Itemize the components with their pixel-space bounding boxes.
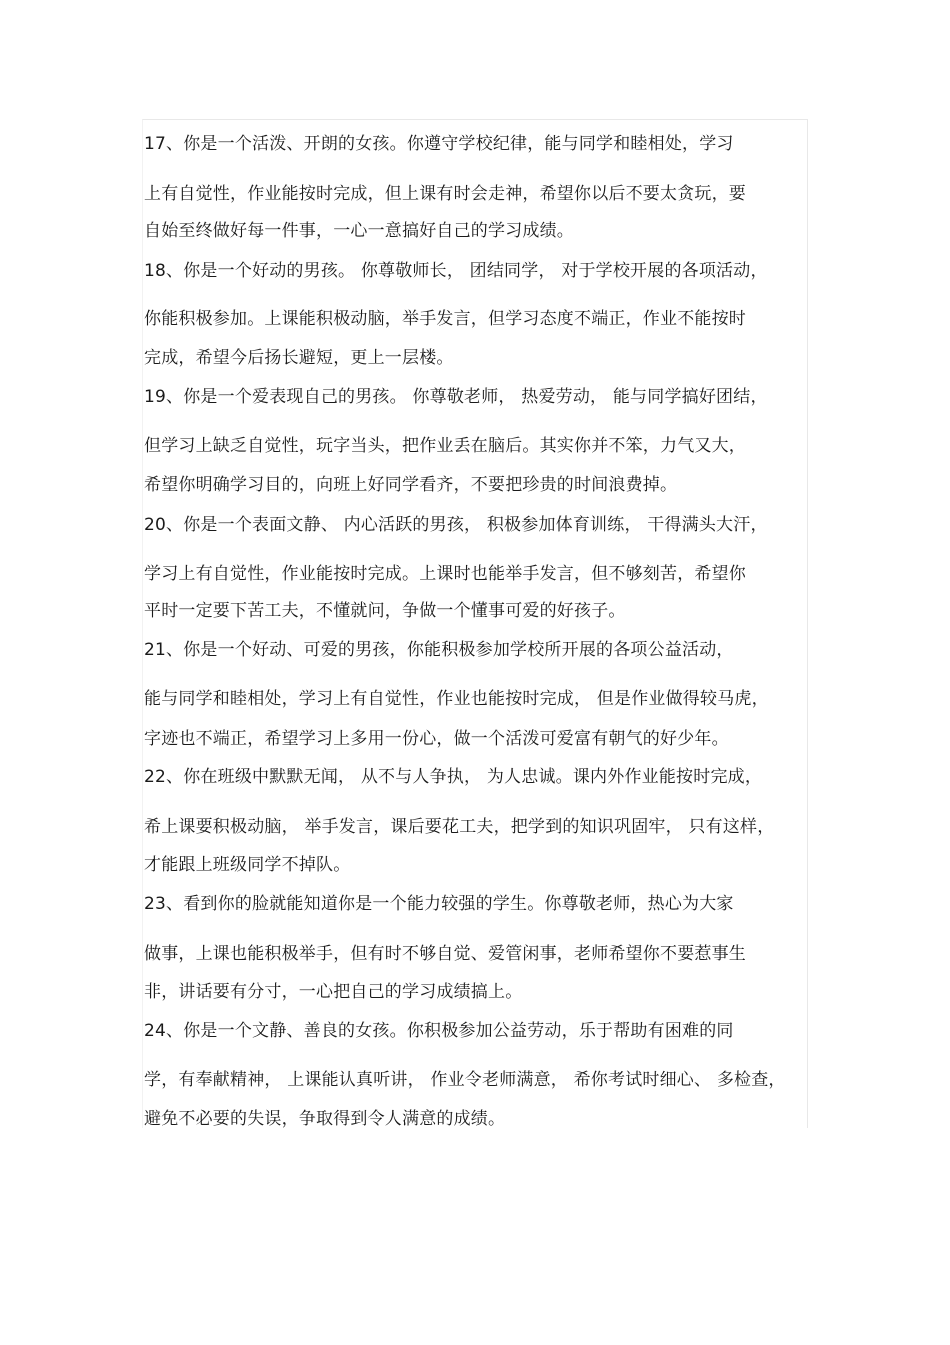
text-line: 21、你是一个好动、可爱的男孩，你能积极参加学校所开展的各项公益活动， [144,640,734,660]
text-line: 17、你是一个活泼、开朗的女孩。你遵守学校纪律，能与同学和睦相处，学习 [144,134,734,154]
text-line: 希上课要积极动脑， 举手发言，课后要花工夫，把学到的知识巩固牢， 只有这样， [144,817,775,837]
text-line: 23、看到你的脸就能知道你是一个能力较强的学生。你尊敬老师，热心为大家 [144,894,734,914]
text-line: 平时一定要下苦工夫，不懂就问，争做一个懂事可爱的好孩子。 [144,601,626,621]
text-line: 非，讲话要有分寸，一心把自己的学习成绩搞上。 [144,982,523,1002]
text-line: 学习上有自觉性，作业能按时完成。上课时也能举手发言，但不够刻苦，希望你 [144,564,746,584]
text-line: 完成，希望今后扬长避短，更上一层楼。 [144,348,454,368]
text-line: 24、你是一个文静、善良的女孩。你积极参加公益劳动，乐于帮助有困难的同 [144,1021,734,1041]
text-line: 能与同学和睦相处，学习上有自觉性，作业也能按时完成， 但是作业做得较马虎， [144,689,769,709]
text-line: 你能积极参加。上课能积极动脑，举手发言，但学习态度不端正，作业不能按时 [144,309,746,329]
text-line: 22、你在班级中默默无闻， 从不与人争执， 为人忠诚。课内外作业能按时完成， [144,767,763,787]
text-line: 避免不必要的失误，争取得到令人满意的成绩。 [144,1109,506,1129]
text-line: 19、你是一个爱表现自己的男孩。 你尊敬老师， 热爱劳动， 能与同学搞好团结， [144,387,768,407]
text-line: 做事，上课也能积极举手，但有时不够自觉、爱管闲事，老师希望你不要惹事生 [144,944,746,964]
text-line: 才能跟上班级同学不掉队。 [144,855,351,875]
text-line: 希望你明确学习目的，向班上好同学看齐，不要把珍贵的时间浪费掉。 [144,475,678,495]
text-line: 自始至终做好每一件事，一心一意搞好自己的学习成绩。 [144,221,574,241]
text-line: 20、你是一个表面文静、 内心活跃的男孩， 积极参加体育训练， 干得满头大汗， [144,515,768,535]
text-line: 但学习上缺乏自觉性，玩字当头，把作业丢在脑后。其实你并不笨，力气又大， [144,436,746,456]
text-line: 字迹也不端正，希望学习上多用一份心，做一个活泼可爱富有朝气的好少年。 [144,729,729,749]
text-line: 上有自觉性，作业能按时完成，但上课有时会走神，希望你以后不要太贪玩，要 [144,184,746,204]
text-line: 18、你是一个好动的男孩。 你尊敬师长， 团结同学， 对于学校开展的各项活动， [144,261,768,281]
text-line: 学，有奉献精神， 上课能认真听讲， 作业令老师满意， 希你考试时细心、 多检查， [144,1070,786,1090]
